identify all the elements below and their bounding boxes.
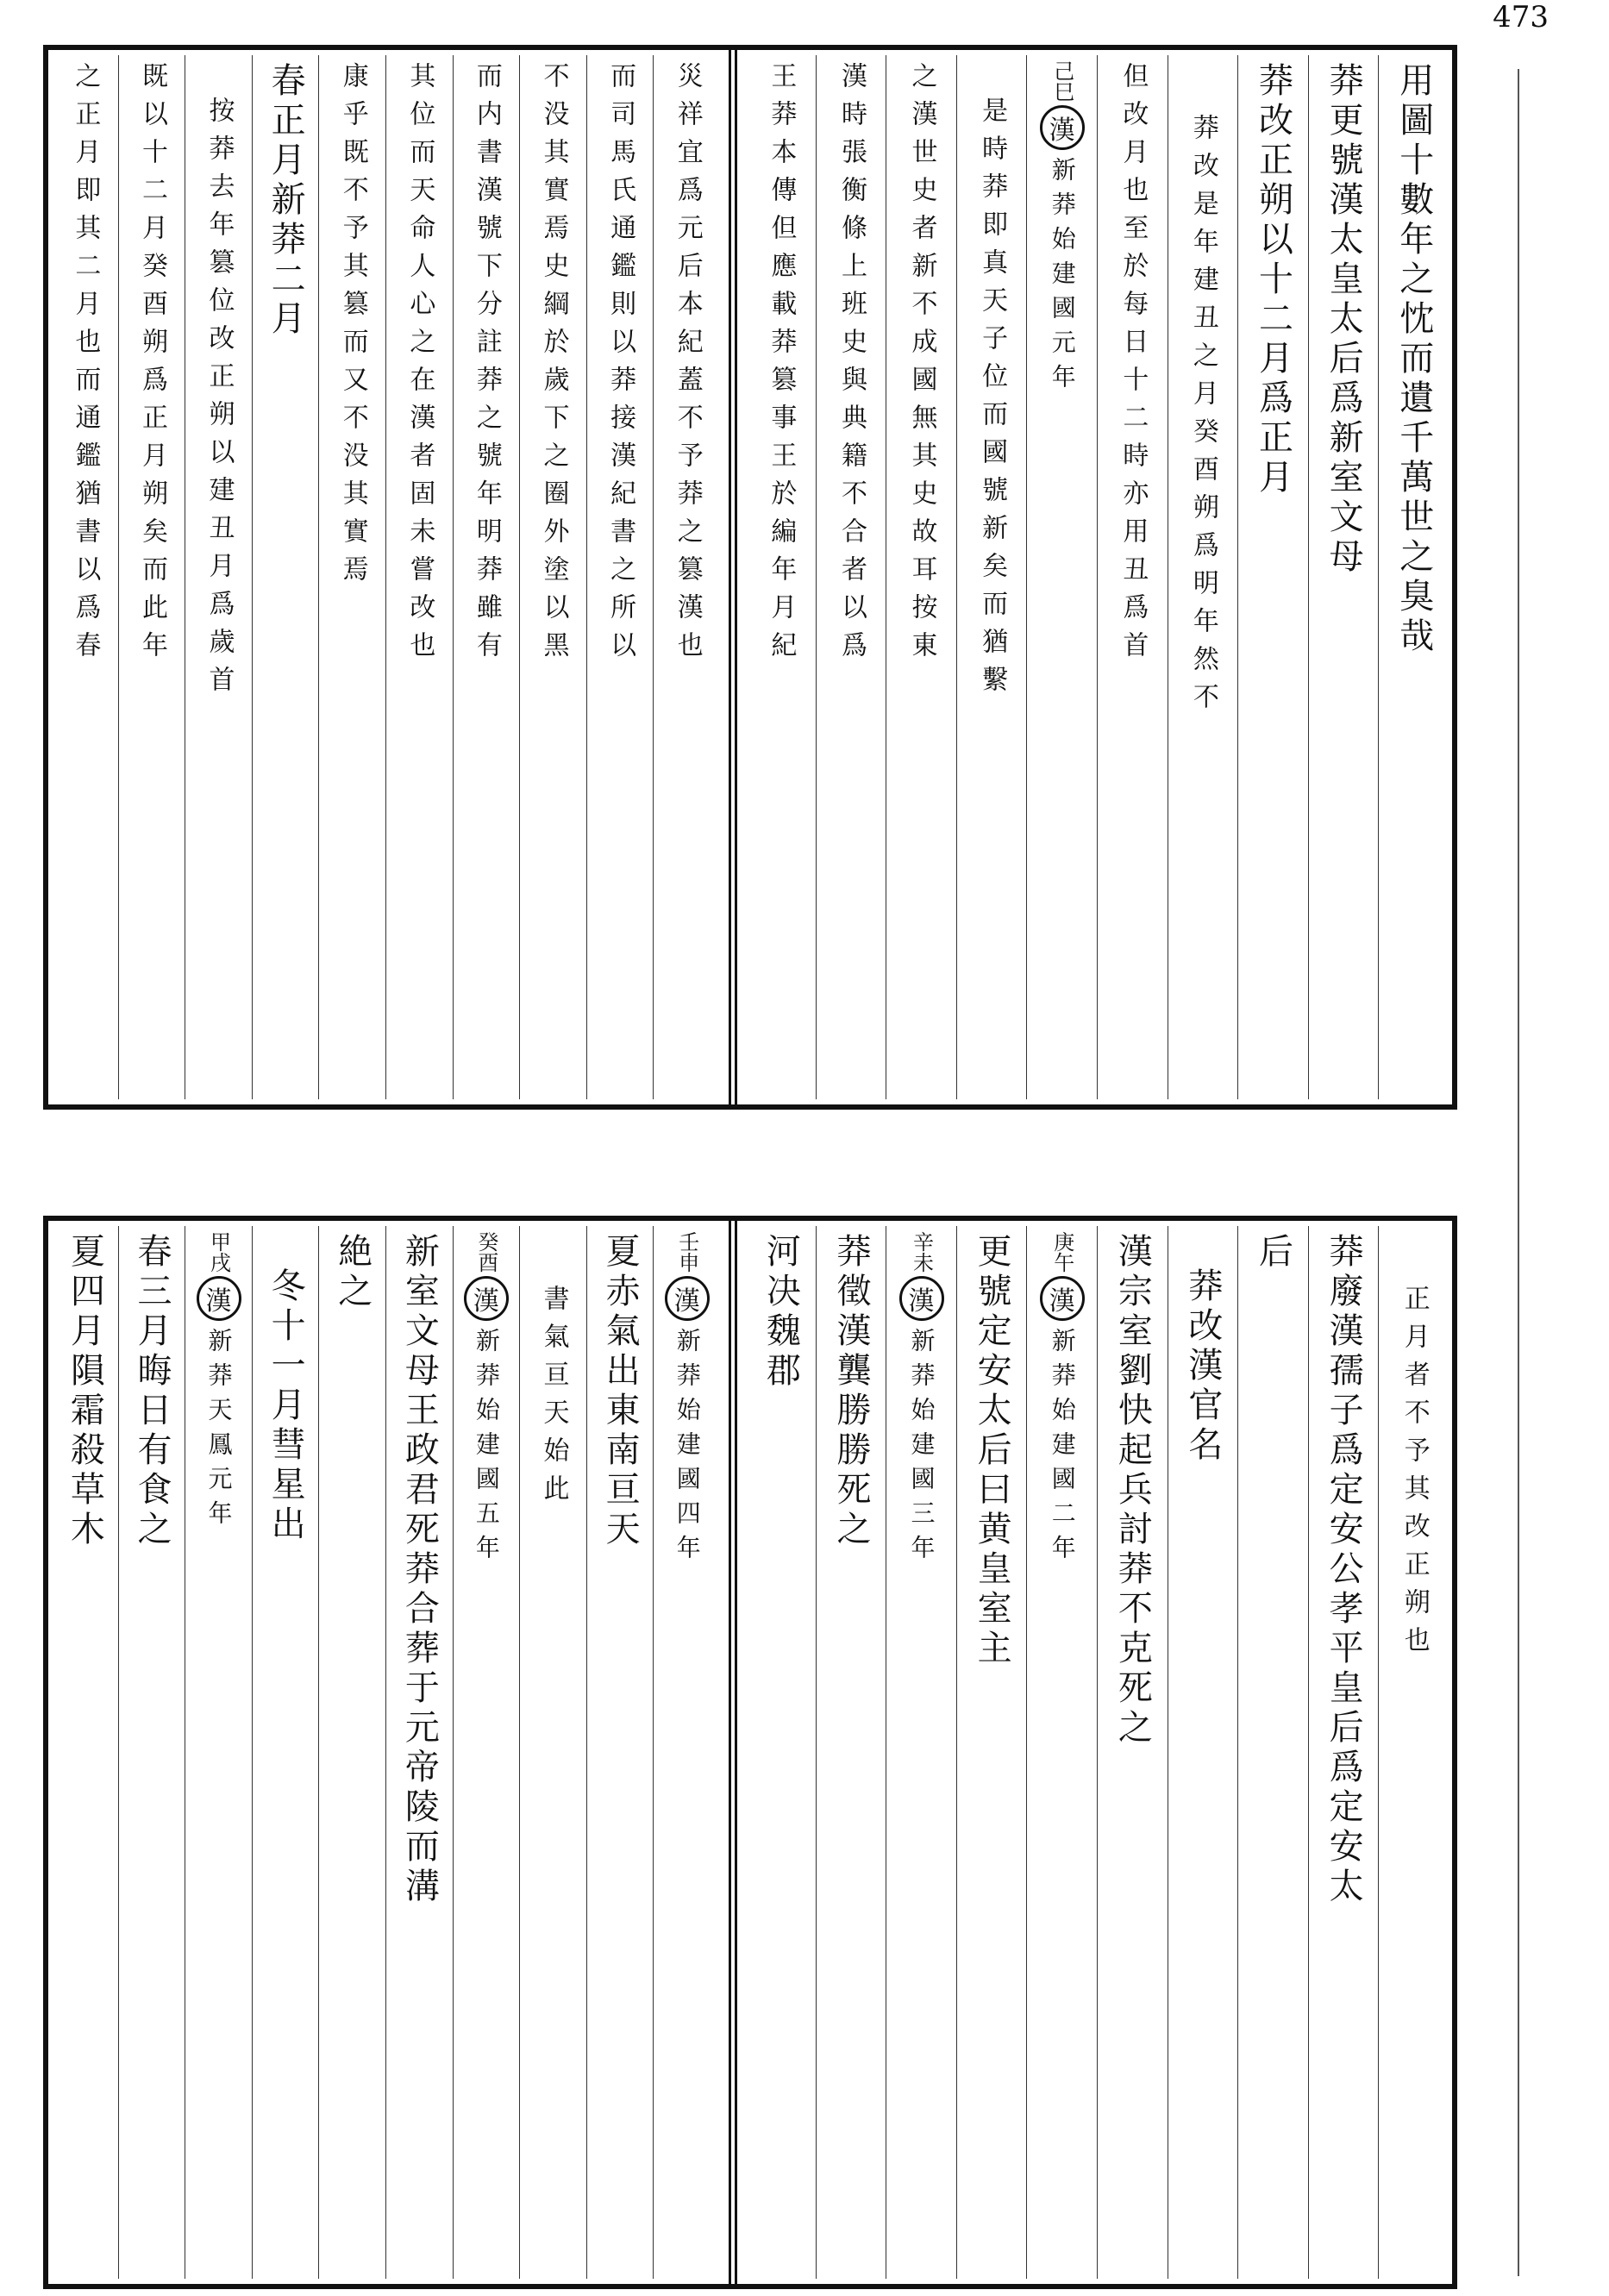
column-text: 春正月新莽二月 <box>266 62 306 340</box>
text-column <box>385 1226 453 2279</box>
column-text: 康乎既不予其篡而又不没其實焉 <box>337 62 368 593</box>
column-text: 新莽天鳳元年 <box>204 1328 234 1535</box>
dynasty-circle-mark: 漢 <box>464 1276 509 1321</box>
text-column <box>1097 1226 1168 2279</box>
column-text: 其位而天命人心之在漢者固未嘗改也 <box>404 62 435 669</box>
ganzhi-label: 癸酉 <box>473 1231 498 1273</box>
column-text: 而内書漢號下分註莽之號年明莽雖有 <box>471 62 502 669</box>
column-text: 不没其實焉史綱於歲下之圈外塗以黑 <box>538 62 569 669</box>
column-text: 莽改是年建丑之月癸酉朔爲明年然不 <box>1187 114 1218 721</box>
text-column <box>52 1226 118 2279</box>
column-text: 后 <box>1253 1233 1293 1273</box>
text-column <box>586 55 654 1099</box>
text-column <box>318 1226 385 2279</box>
top-gutter <box>729 45 737 1110</box>
text-column <box>1308 1226 1379 2279</box>
year-marker <box>197 1231 241 1321</box>
dynasty-circle-mark: 漢 <box>899 1276 944 1321</box>
column-text: 莽改正朔以十二月爲正月 <box>1253 62 1293 498</box>
column-text: 王莽本傳但應載莽篡事王於編年月紀 <box>766 62 797 669</box>
column-text: 夏赤氣出東南亘天 <box>600 1233 641 1550</box>
text-column <box>1378 1226 1449 2279</box>
year-marker <box>1040 1231 1085 1321</box>
column-text: 莽廢漢孺子爲定安公孝平皇后爲定安太 <box>1324 1233 1364 1907</box>
column-text: 更號定安太后曰黄皇室主 <box>972 1233 1012 1669</box>
text-column <box>118 1226 185 2279</box>
column-text: 而司馬氏通鑑則以莽接漢紀書之所以 <box>605 62 636 669</box>
text-column <box>816 55 886 1099</box>
text-column <box>453 55 520 1099</box>
page-crease-line <box>1518 69 1519 2276</box>
text-column <box>185 55 252 1099</box>
ganzhi-label: 甲戌 <box>206 1231 231 1273</box>
column-text: 新莽始建國五年 <box>472 1328 501 1569</box>
bottom-spread <box>43 1216 1457 2289</box>
column-text: 漢宗室劉快起兵討莽不克死之 <box>1112 1233 1153 1749</box>
text-columns <box>746 1226 1449 2279</box>
column-text: 新莽始建國三年 <box>907 1328 936 1569</box>
year-marker <box>899 1231 944 1321</box>
column-text: 夏四月隕霜殺草木 <box>65 1233 105 1550</box>
year-marker <box>665 1231 710 1321</box>
column-text: 春三月晦日有食之 <box>131 1233 172 1550</box>
text-column <box>1308 55 1379 1099</box>
text-column <box>1026 1226 1097 2279</box>
text-column <box>886 1226 956 2279</box>
text-column <box>252 1226 319 2279</box>
text-column <box>1237 55 1308 1099</box>
column-text: 是時莽即真天子位而國號新矣而猶繫 <box>977 97 1008 704</box>
column-text: 但改月也至於每日十二時亦用丑爲首 <box>1118 62 1149 669</box>
ganzhi-label: 己巳 <box>1049 60 1074 102</box>
column-text: 新莽始建國元年 <box>1048 157 1077 398</box>
column-text: 漢時張衡條上班史與典籍不合者以爲 <box>836 62 867 669</box>
text-column <box>1237 1226 1308 2279</box>
text-column <box>653 55 720 1099</box>
column-text: 河决魏郡 <box>761 1233 801 1392</box>
text-columns <box>52 1226 720 2279</box>
text-column <box>519 1226 586 2279</box>
top-left-half <box>43 45 729 1110</box>
year-marker <box>464 1231 509 1321</box>
text-column <box>385 55 453 1099</box>
column-text: 書氣亘天始此 <box>538 1285 569 1512</box>
column-text: 既以十二月癸酉朔爲正月朔矣而此年 <box>136 62 167 669</box>
text-column <box>318 55 385 1099</box>
column-text: 絶之 <box>332 1233 373 1312</box>
top-right-half <box>737 45 1457 1110</box>
column-text: 莽徵漢龔勝勝死之 <box>830 1233 871 1550</box>
dynasty-circle-mark: 漢 <box>197 1276 241 1321</box>
text-column <box>1097 55 1168 1099</box>
text-columns <box>746 55 1449 1099</box>
ganzhi-label: 辛未 <box>909 1231 934 1273</box>
text-column <box>52 55 118 1099</box>
bottom-left-half <box>43 1216 729 2289</box>
text-column <box>519 55 586 1099</box>
column-text: 用圖十數年之忱而遺千萬世之臭哉 <box>1393 62 1434 657</box>
text-column <box>746 55 816 1099</box>
text-column <box>453 1226 520 2279</box>
text-column <box>586 1226 654 2279</box>
bottom-right-half <box>737 1216 1457 2289</box>
column-text: 之正月即其二月也而通鑑猶書以爲春 <box>70 62 101 669</box>
dynasty-circle-mark: 漢 <box>1040 105 1085 150</box>
bottom-gutter <box>729 1216 737 2289</box>
text-column <box>956 55 1027 1099</box>
text-column <box>118 55 185 1099</box>
text-column <box>886 55 956 1099</box>
text-column <box>1168 1226 1238 2279</box>
dynasty-circle-mark: 漢 <box>665 1276 710 1321</box>
text-column <box>185 1226 252 2279</box>
column-text: 新莽始建國四年 <box>673 1328 702 1569</box>
column-text: 災祥宜爲元后本紀蓋不予莽之篡漢也 <box>672 62 703 669</box>
year-marker <box>1040 60 1085 150</box>
dynasty-circle-mark: 漢 <box>1040 1276 1085 1321</box>
column-text: 之漢世史者新不成國無其史故耳按東 <box>906 62 937 669</box>
column-text: 正月者不予其改正朔也 <box>1399 1285 1430 1664</box>
text-column <box>1026 55 1097 1099</box>
text-column <box>653 1226 720 2279</box>
ganzhi-label: 壬申 <box>674 1231 699 1273</box>
text-column <box>746 1226 816 2279</box>
top-spread <box>43 45 1457 1110</box>
page-number: 473 <box>1493 0 1549 34</box>
text-columns <box>52 55 720 1099</box>
column-text: 新莽始建國二年 <box>1048 1328 1077 1569</box>
ganzhi-label: 庚午 <box>1049 1231 1074 1273</box>
column-text: 莽更號漢太皇太后爲新室文母 <box>1324 62 1364 578</box>
column-text: 按莽去年篡位改正朔以建丑月爲歲首 <box>203 97 235 704</box>
column-text: 莽改漢官名 <box>1182 1267 1223 1466</box>
text-column <box>816 1226 886 2279</box>
column-text: 新室文母王政君死莽合葬于元帝陵而溝 <box>399 1233 440 1907</box>
text-column <box>956 1226 1027 2279</box>
text-column <box>252 55 319 1099</box>
column-text: 冬十一月彗星出 <box>266 1267 306 1545</box>
text-column <box>1378 55 1449 1099</box>
text-column <box>1168 55 1238 1099</box>
